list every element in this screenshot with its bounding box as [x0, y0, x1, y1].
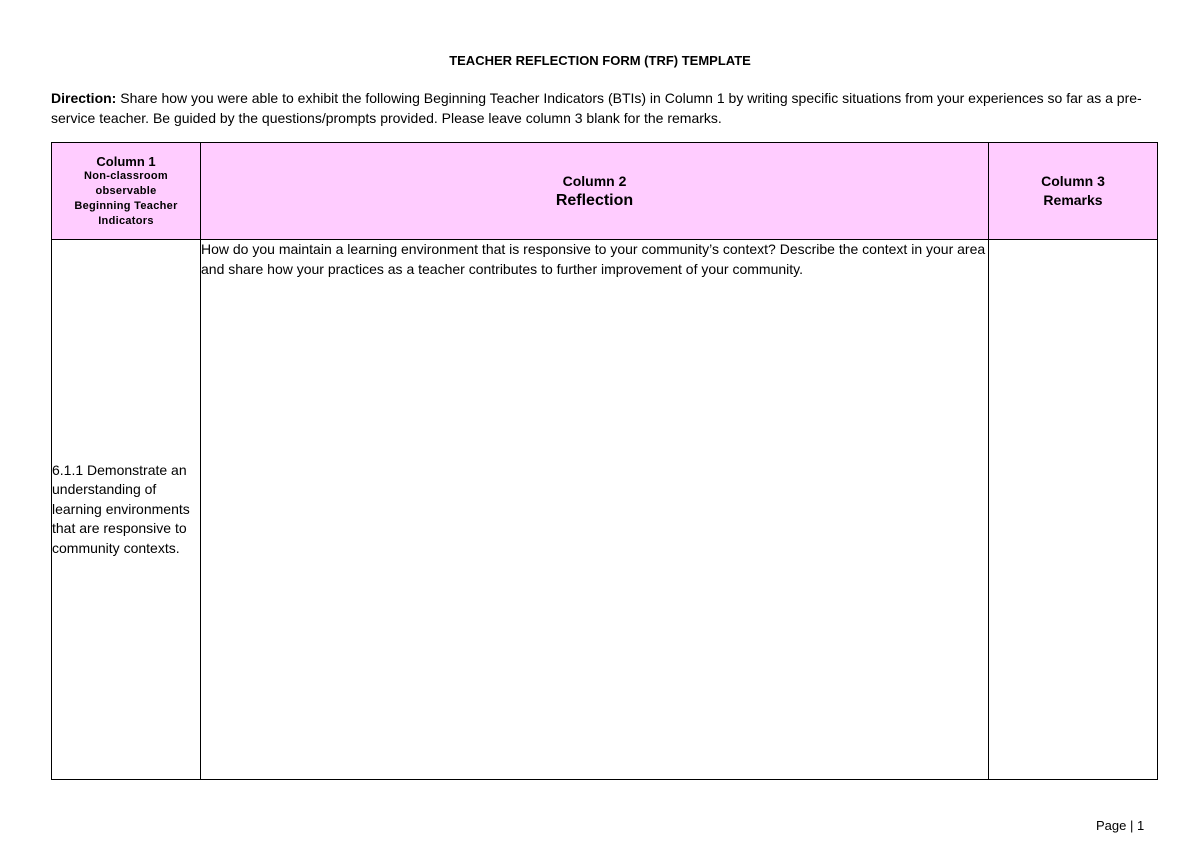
column-1-title: Column 1	[96, 153, 156, 169]
column-2-title: Column 2	[562, 172, 627, 189]
column-1-subtitle-line: observable	[95, 184, 157, 197]
table-header-row	[52, 143, 1158, 240]
column-3-title: Column 3	[1041, 173, 1105, 189]
reflection-cell[interactable]: How do you maintain a learning environment that is responsive to your community’s context? Describe the context in your area and share how your practices as a teacher contributes to further improvement of your community.	[201, 240, 989, 780]
column-3-subtitle: Remarks	[1043, 192, 1103, 208]
column-1-header	[52, 143, 201, 240]
page-number: Page | 1	[1096, 818, 1145, 833]
indicator-cell: 6.1.1 Demonstrate an understanding of learning environments that are responsive to community contexts.	[52, 240, 201, 780]
remarks-cell[interactable]	[989, 240, 1158, 780]
column-1-subtitle-line: Indicators	[98, 214, 154, 227]
column-2-subtitle: Reflection	[555, 191, 634, 209]
direction-paragraph	[51, 88, 1161, 128]
document-title: TEACHER REFLECTION FORM (TRF) TEMPLATE	[449, 53, 751, 68]
reflection-table	[51, 142, 1158, 780]
column-1-subtitle-line: Non-classroom	[84, 169, 168, 182]
column-2-header	[201, 143, 989, 240]
column-3-header	[989, 143, 1158, 240]
direction-label: Direction:	[51, 90, 117, 106]
column-1-subtitle-line: Beginning Teacher	[74, 199, 178, 212]
direction-text: Share how you were able to exhibit the following Beginning Teacher Indicators (BTIs) in Column 1 by writing specific situations from your experiences so far as a pre-service teacher. Be guided by the questions/prompts provided. Please leave column 3 blank for the remarks.	[51, 90, 1142, 126]
table-row	[52, 240, 1158, 780]
